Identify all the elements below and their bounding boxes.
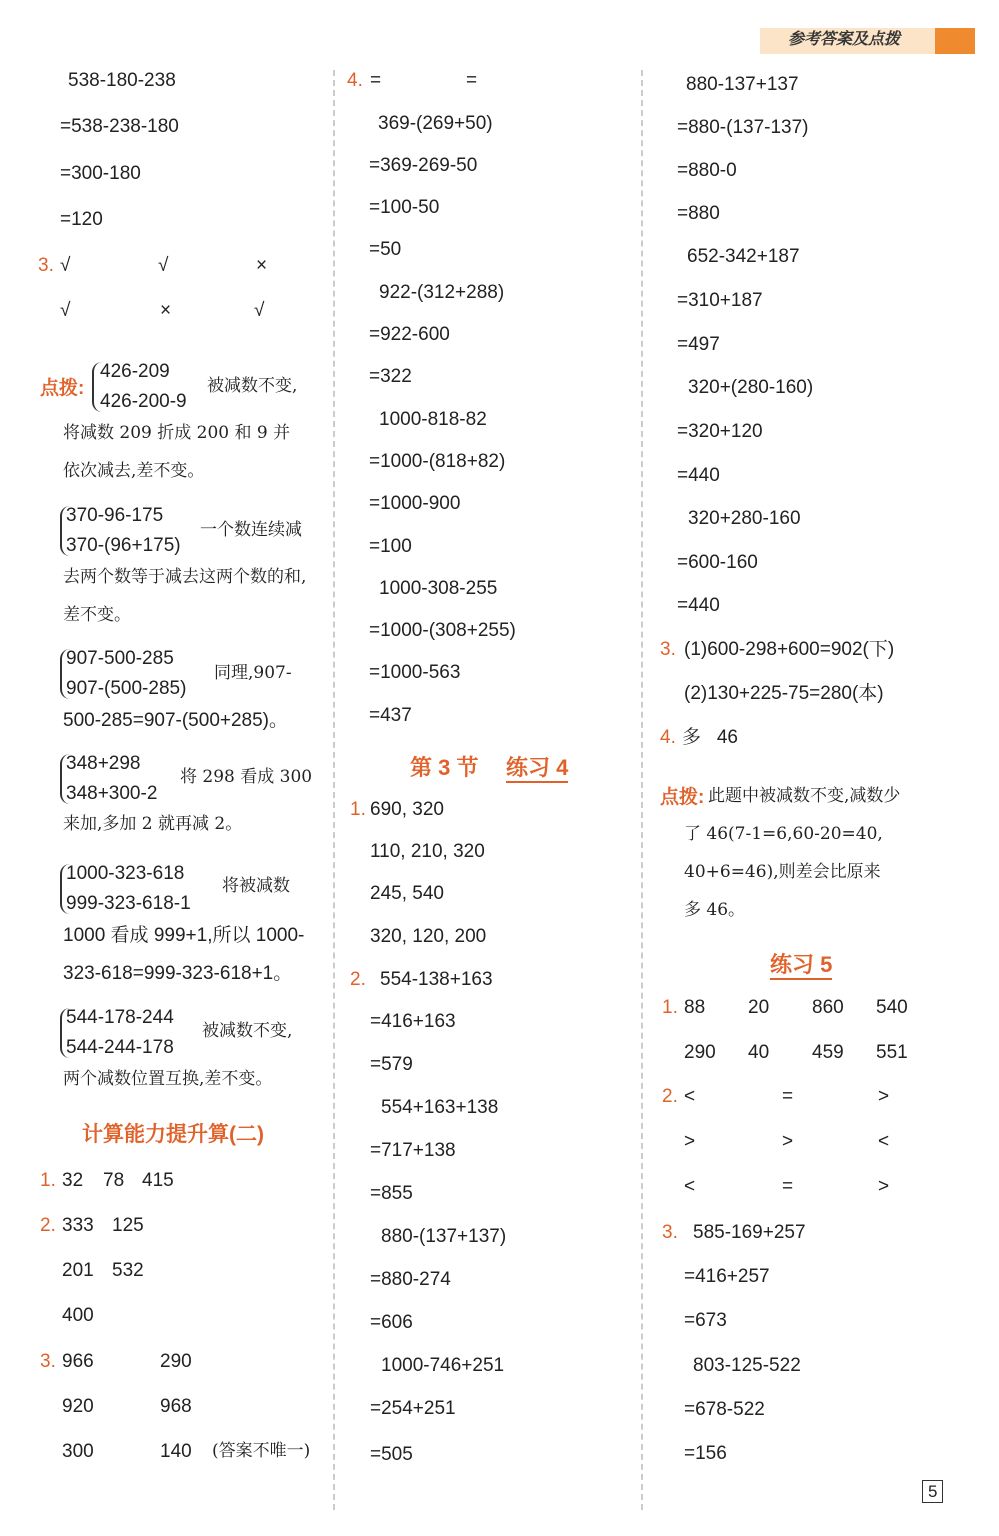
hint-text: 来加,多加 2 就再减 2。	[63, 814, 243, 834]
equals-sign: =	[466, 70, 478, 91]
question-number: 3.	[38, 255, 54, 276]
calc-line: =538-238-180	[60, 116, 179, 137]
answer-value: 300	[62, 1441, 94, 1462]
question-number: 2.	[40, 1215, 56, 1236]
calc-line: 922-(312+288)	[379, 282, 505, 303]
calc-line: =505	[370, 1444, 413, 1465]
calc-line: 1000-308-255	[379, 578, 498, 599]
hint-text: 依次减去,差不变。	[63, 461, 205, 481]
comparison-sign: =	[782, 1176, 794, 1197]
question-number: 4.	[660, 727, 676, 748]
brace-line: 348+298	[66, 753, 141, 774]
calc-line: =300-180	[60, 163, 141, 184]
equals-sign: =	[370, 70, 382, 91]
calc-line: 1000-818-82	[379, 409, 487, 430]
calc-line: =855	[370, 1183, 413, 1204]
check-mark: √	[254, 300, 265, 321]
cross-mark: ×	[160, 300, 172, 321]
answer-value: 多 46	[682, 727, 738, 748]
question-number: 2.	[350, 969, 366, 990]
calc-line: 320+(280-160)	[688, 377, 814, 398]
answer-value: 40	[748, 1042, 770, 1063]
calc-line: =100	[369, 536, 412, 557]
question-number: 3.	[660, 639, 676, 660]
answer-value: 532	[112, 1260, 144, 1281]
hint-text: 1000 看成 999+1,所以 1000-	[63, 925, 305, 946]
calc-line: =880	[677, 203, 720, 224]
answer-value: 20	[748, 997, 770, 1018]
calc-line: =254+251	[370, 1398, 456, 1419]
answer-value: 920	[62, 1396, 94, 1417]
answer-value: 78	[103, 1170, 125, 1191]
word-problem-answer: (1)600-298+600=902(下)	[684, 639, 895, 660]
calc-line: 320+280-160	[688, 508, 801, 529]
calc-line: =416+257	[684, 1266, 770, 1287]
calc-line: 554-138+163	[380, 969, 493, 990]
answer-value: 400	[62, 1305, 94, 1326]
answer-value: 860	[812, 997, 844, 1018]
comparison-sign: >	[878, 1086, 890, 1107]
calc-line: 585-169+257	[693, 1222, 806, 1243]
calc-line: =717+138	[370, 1140, 456, 1161]
page-number: 5	[922, 1480, 943, 1503]
answer-value: 459	[812, 1042, 844, 1063]
calc-line: =156	[684, 1443, 727, 1464]
calc-line: 369-(269+50)	[378, 113, 493, 134]
comparison-sign: <	[684, 1086, 696, 1107]
answer-row: 245, 540	[370, 883, 444, 904]
question-number: 4.	[347, 70, 363, 91]
answer-row: 690, 320	[370, 799, 444, 820]
check-mark: √	[158, 255, 169, 276]
question-number: 3.	[40, 1351, 56, 1372]
hint-text: 差不变。	[63, 605, 131, 625]
answer-value: 333	[62, 1215, 94, 1236]
brace-line: 907-(500-285)	[66, 678, 187, 699]
comparison-sign: >	[878, 1176, 890, 1197]
hint-text: 两个减数位置互换,差不变。	[63, 1069, 273, 1089]
answer-note: (答案不唯一)	[212, 1441, 311, 1461]
brace-line: 907-500-285	[66, 648, 174, 669]
calc-line: 803-125-522	[693, 1355, 801, 1376]
calc-line: 554+163+138	[381, 1097, 499, 1118]
calc-line: 880-137+137	[686, 74, 799, 95]
calc-line: =100-50	[369, 197, 440, 218]
calc-line: =1000-900	[369, 493, 461, 514]
brace-line: 370-96-175	[66, 505, 164, 526]
comparison-sign: >	[782, 1131, 794, 1152]
comparison-sign: <	[878, 1131, 890, 1152]
check-mark: √	[60, 300, 71, 321]
hint-text: 此题中被减数不变,减数少	[708, 786, 901, 806]
calc-line: =1000-(818+82)	[369, 451, 506, 472]
calc-line: =1000-563	[369, 662, 461, 683]
hint-text: 323-618=999-323-618+1。	[63, 963, 293, 984]
comparison-sign: >	[684, 1131, 696, 1152]
calc-line: 880-(137+137)	[381, 1226, 507, 1247]
question-number: 2.	[662, 1086, 678, 1107]
hint-text: 将被减数	[222, 876, 290, 896]
column-divider-2	[641, 70, 643, 1510]
comparison-sign: <	[684, 1176, 696, 1197]
section-title: 计算能力提升算(二)	[82, 1123, 264, 1146]
answer-value: 966	[62, 1351, 94, 1372]
answer-value: 125	[112, 1215, 144, 1236]
header-label: 参考答案及点拨	[788, 31, 901, 48]
calc-line: =50	[369, 239, 402, 260]
question-number: 1.	[40, 1170, 56, 1191]
calc-line: =497	[677, 334, 720, 355]
calc-line: =922-600	[369, 324, 450, 345]
answer-value: 551	[876, 1042, 908, 1063]
brace-line: 1000-323-618	[66, 863, 185, 884]
hint-text: 500-285=907-(500+285)。	[63, 710, 289, 731]
answer-value: 290	[684, 1042, 716, 1063]
hint-label: 点拨:	[660, 787, 705, 808]
answer-value: 968	[160, 1396, 192, 1417]
calc-line: =1000-(308+255)	[369, 620, 516, 641]
answer-row: 320, 120, 200	[370, 926, 487, 947]
question-number: 1.	[350, 799, 366, 820]
brace-line: 999-323-618-1	[66, 893, 191, 914]
calc-line: =310+187	[677, 290, 763, 311]
hint-text: 去两个数等于减去这两个数的和,	[63, 567, 307, 587]
calc-line: =880-274	[370, 1269, 451, 1290]
calc-line: =880-0	[677, 160, 737, 181]
cross-mark: ×	[256, 255, 268, 276]
calc-line: 538-180-238	[68, 70, 176, 91]
calc-line: =579	[370, 1054, 413, 1075]
calc-line: =673	[684, 1310, 727, 1331]
answer-value: 140	[160, 1441, 192, 1462]
calc-line: =440	[677, 595, 720, 616]
hint-text: 40+6=46),则差会比原来	[684, 862, 881, 882]
comparison-sign: =	[782, 1086, 794, 1107]
answer-value: 415	[142, 1170, 174, 1191]
brace-line: 544-244-178	[66, 1037, 174, 1058]
brace-line: 544-178-244	[66, 1007, 174, 1028]
brace-line: 426-200-9	[100, 391, 187, 412]
question-number: 3.	[662, 1222, 678, 1243]
column-divider-1	[333, 70, 335, 1510]
calc-line: =600-160	[677, 552, 758, 573]
calc-line: 652-342+187	[687, 246, 800, 267]
brace-line: 348+300-2	[66, 783, 158, 804]
section-title: 练习 4	[506, 757, 568, 783]
hint-text: 将 298 看成 300	[180, 767, 313, 787]
question-number: 1.	[662, 997, 678, 1018]
calc-line: =440	[677, 465, 720, 486]
section-title: 第 3 节	[410, 755, 479, 780]
hint-text: 了 46(7-1=6,60-20=40,	[684, 824, 883, 844]
answer-value: 32	[62, 1170, 84, 1191]
answer-value: 540	[876, 997, 908, 1018]
calc-line: =322	[369, 366, 412, 387]
word-problem-answer: (2)130+225-75=280(本)	[684, 683, 884, 704]
answer-value: 201	[62, 1260, 94, 1281]
calc-line: =880-(137-137)	[677, 117, 809, 138]
answer-row: 110, 210, 320	[370, 841, 485, 862]
answer-value: 88	[684, 997, 706, 1018]
hint-text: 被减数不变,	[202, 1021, 293, 1041]
hint-text: 同理,907-	[214, 663, 292, 683]
header-accent	[935, 28, 975, 54]
calc-line: =678-522	[684, 1399, 765, 1420]
calc-line: =369-269-50	[369, 155, 478, 176]
calc-line: =437	[369, 705, 412, 726]
section-title: 练习 5	[770, 954, 832, 980]
calc-line: 1000-746+251	[381, 1355, 505, 1376]
check-mark: √	[60, 255, 71, 276]
calc-line: =320+120	[677, 421, 763, 442]
brace-line: 426-209	[100, 361, 170, 382]
answer-value: 290	[160, 1351, 192, 1372]
hint-text: 被减数不变,	[207, 376, 298, 396]
brace-line: 370-(96+175)	[66, 535, 181, 556]
calc-line: =606	[370, 1312, 413, 1333]
hint-label: 点拨:	[40, 378, 85, 399]
hint-text: 多 46。	[684, 900, 746, 920]
hint-text: 一个数连续减	[200, 520, 302, 540]
hint-text: 将减数 209 折成 200 和 9 并	[63, 423, 291, 443]
calc-line: =416+163	[370, 1011, 456, 1032]
calc-line: =120	[60, 209, 103, 230]
